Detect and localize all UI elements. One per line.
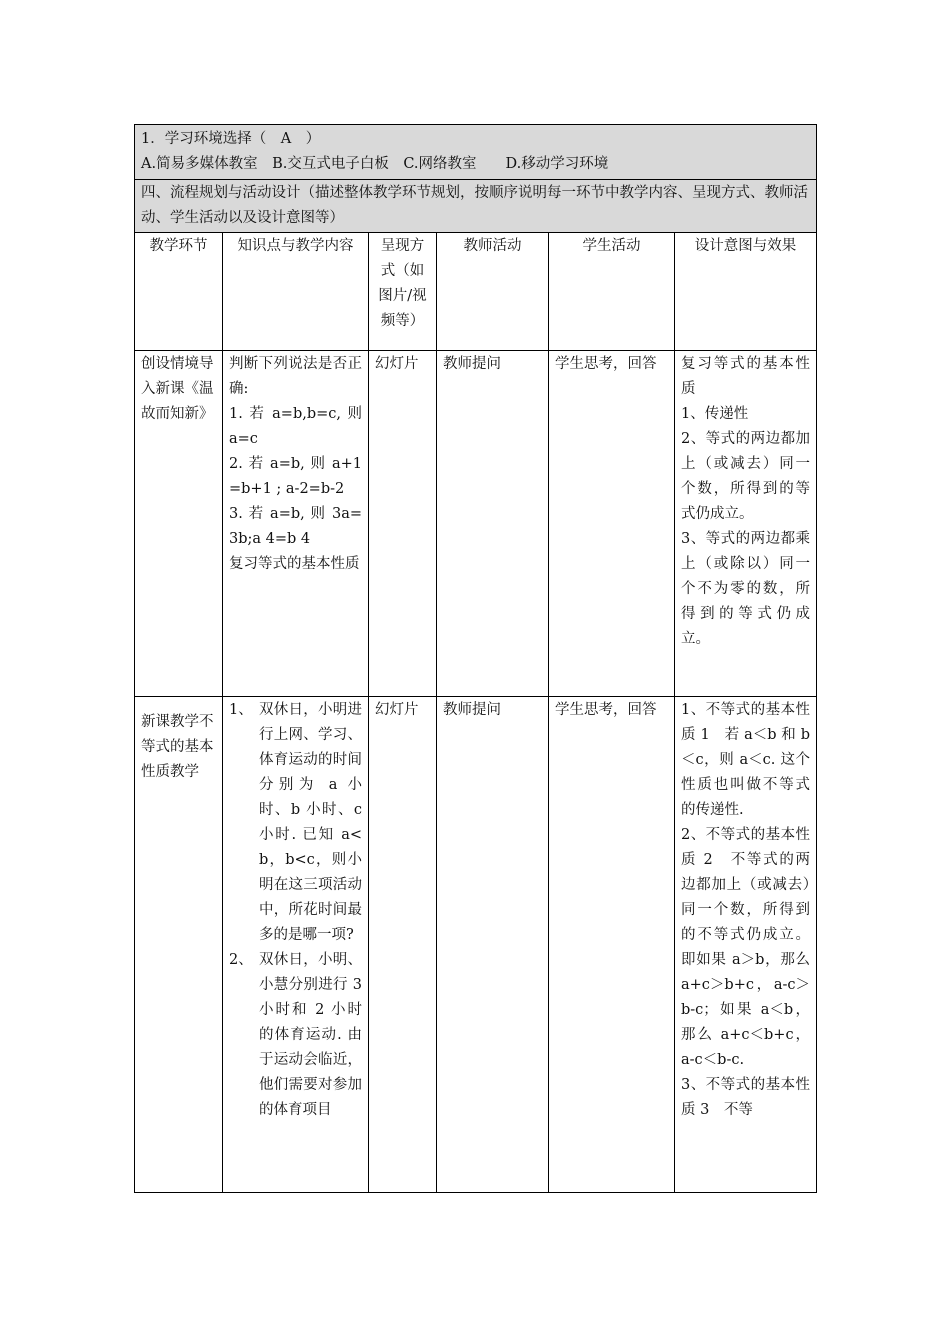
header-teacher: 教师活动 — [437, 233, 549, 351]
content-cell — [223, 351, 369, 697]
learning-environment-row — [135, 125, 817, 180]
environment-title: 1．学习环境选择（ A ） — [141, 131, 321, 147]
section-title-row — [135, 180, 817, 233]
intent-line: 1、不等式的基本性质 1 若 a＜b 和 b＜c，则 a＜c. 这个性质也叫做不等式的传递性. — [681, 702, 811, 818]
content-line: 3. 若 a=b, 则 3a=3b;a 4=b 4 — [229, 506, 362, 547]
list-number: 1、 — [229, 702, 253, 718]
environment-options: A.简易多媒体教室 B.交互式电子白板 C.网络教室 D.移动学习环境 — [141, 156, 609, 172]
intent-line: 1、传递性 — [681, 406, 749, 422]
intent-line: 3、不等式的基本性质 3 不等 — [681, 1077, 811, 1118]
intent-line: 3、等式的两边都乘上（或除以）同一个不为零的数，所得到的等式仍成立。 — [681, 531, 811, 647]
student-cell: 学生思考，回答 — [549, 351, 675, 697]
content-line: 1. 若 a=b,b=c, 则 a=c — [229, 406, 362, 447]
student-cell: 学生思考，回答 — [549, 697, 675, 1193]
header-content: 知识点与教学内容 — [223, 233, 369, 351]
stage-text: 新课教学不等式的基本性质教学 — [141, 714, 214, 780]
teacher-cell: 教师提问 — [437, 351, 549, 697]
intent-cell — [675, 351, 817, 697]
content-line: 判断下列说法是否正确: — [229, 356, 362, 397]
learning-environment-cell — [135, 125, 817, 180]
teacher-cell: 教师提问 — [437, 697, 549, 1193]
media-cell: 幻灯片 — [369, 351, 437, 697]
intent-line: 2、等式的两边都加上（或减去）同一个数，所得到的等式仍成立。 — [681, 431, 811, 522]
header-student: 学生活动 — [549, 233, 675, 351]
question-list — [229, 698, 362, 1123]
document-page — [134, 124, 816, 1193]
list-item — [229, 698, 362, 948]
content-line: 2. 若 a=b, 则 a+1=b+1 ; a-2=b-2 — [229, 456, 362, 497]
intent-cell — [675, 697, 817, 1193]
table-header-row — [135, 233, 817, 351]
lesson-plan-table — [134, 124, 817, 1193]
header-media: 呈现方式（如图片/视频等） — [369, 233, 437, 351]
list-number: 2、 — [229, 952, 253, 968]
header-intent: 设计意图与效果 — [675, 233, 817, 351]
header-stage: 教学环节 — [135, 233, 223, 351]
stage-cell: 创设情境导入新课《温故而知新》 — [135, 351, 223, 697]
section-title: 四、流程规划与活动设计（描述整体教学环节规划，按顺序说明每一环节中教学内容、呈现方式、教师活动、学生活动以及设计意图等） — [135, 180, 817, 233]
list-text: 双休日，小明进行上网、学习、体育运动的时间分别为 a 小时、b 小时、c 小时. 已知 a<b，b<c，则小明在这三项活动中，所花时间最多的是哪一项? — [259, 702, 362, 943]
table-row — [135, 697, 817, 1193]
table-row — [135, 351, 817, 697]
list-text: 双休日，小明、小慧分别进行 3 小时和 2 小时的体育运动. 由于运动会临近，他们需要对参加的体育项目 — [259, 952, 362, 1118]
intent-line: 2、不等式的基本性质 2 不等式的两边都加上（或减去）同一个数，所得到的不等式仍成立。即如果 a＞b，那么 a+c＞b+c，a-c＞b-c；如果 a＜b，那么 a+c＜b+c，a-c＜b-c. — [681, 827, 811, 1068]
intent-line: 复习等式的基本性质 — [681, 356, 811, 397]
media-cell: 幻灯片 — [369, 697, 437, 1193]
list-item — [229, 948, 362, 1123]
content-cell — [223, 697, 369, 1193]
stage-cell — [135, 697, 223, 1193]
content-line: 复习等式的基本性质 — [229, 556, 360, 572]
